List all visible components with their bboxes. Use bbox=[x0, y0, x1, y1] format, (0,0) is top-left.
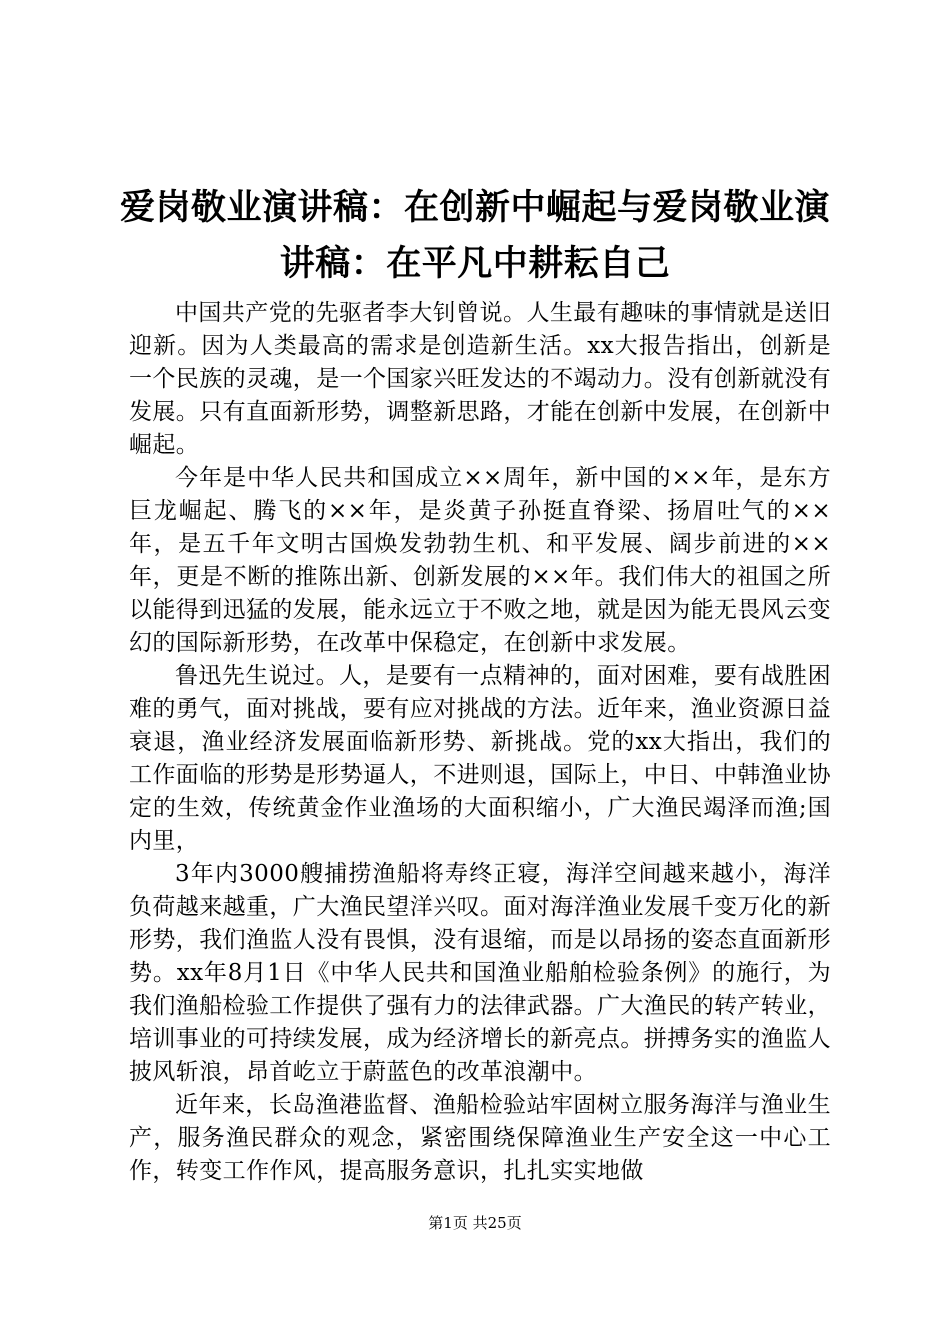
paragraph-5: 近年来，长岛渔港监督、渔船检验站牢固树立服务海洋与渔业生产，服务渔民群众的观念，紧密围绕保障渔业生产安全这一中心工作，转变工作作风，提高服务意识，扎扎实实地做 bbox=[129, 1092, 831, 1184]
page-number-footer: 第1页 共25页 bbox=[428, 1214, 522, 1232]
document-title: 爱岗敬业演讲稿：在创新中崛起与爱岗敬业演讲稿：在平凡中耕耘自己 bbox=[119, 188, 830, 284]
paragraph-4: 3年内3000艘捕捞渔船将寿终正寝，海洋空间越来越小，海洋负荷越来越重，广大渔民望洋兴叹。面对海洋渔业发展千变万化的新形势，我们渔监人没有畏惧，没有退缩，而是以昂扬的姿态直面新形势。xx年8月1日《中华人民共和国渔业船舶检验条例》的施行，为我们渔船检验工作提供了强有力的法律武器。广大渔民的转产转业，培训事业的可持续发展，成为经济增长的新亮点。拼搏务实的渔监人披风斩浪，昂首屹立于蔚蓝色的改革浪潮中。 bbox=[129, 861, 831, 1085]
paragraph-3: 鲁迅先生说过。人，是要有一点精神的，面对困难，要有战胜困难的勇气，面对挑战，要有应对挑战的方法。近年来，渔业资源日益衰退，渔业经济发展面临新形势、新挑战。党的xx大指出，我们的工作面临的形势是形势逼人，不进则退，国际上，中日、中韩渔业协定的生效，传统黄金作业渔场的大面积缩小，广大渔民竭泽而渔;国内里， bbox=[129, 663, 831, 854]
paragraph-1: 中国共产党的先驱者李大钊曾说。人生最有趣味的事情就是送旧迎新。因为人类最高的需求是创造新生活。xx大报告指出，创新是一个民族的灵魂，是一个国家兴旺发达的不竭动力。没有创新就没有发展。只有直面新形势，调整新思路，才能在创新中发展，在创新中崛起。 bbox=[129, 300, 831, 458]
paragraph-2: 今年是中华人民共和国成立××周年，新中国的××年，是东方巨龙崛起、腾飞的××年，是炎黄子孙挺直脊梁、扬眉吐气的××年，是五千年文明古国焕发勃勃生机、和平发展、阔步前进的××年，更是不断的推陈出新、创新发展的××年。我们伟大的祖国之所以能得到迅猛的发展，能永远立于不败之地，就是因为能无畏风云变幻的国际新形势，在改革中保稳定，在创新中求发展。 bbox=[129, 465, 831, 656]
document-body bbox=[129, 297, 831, 1188]
